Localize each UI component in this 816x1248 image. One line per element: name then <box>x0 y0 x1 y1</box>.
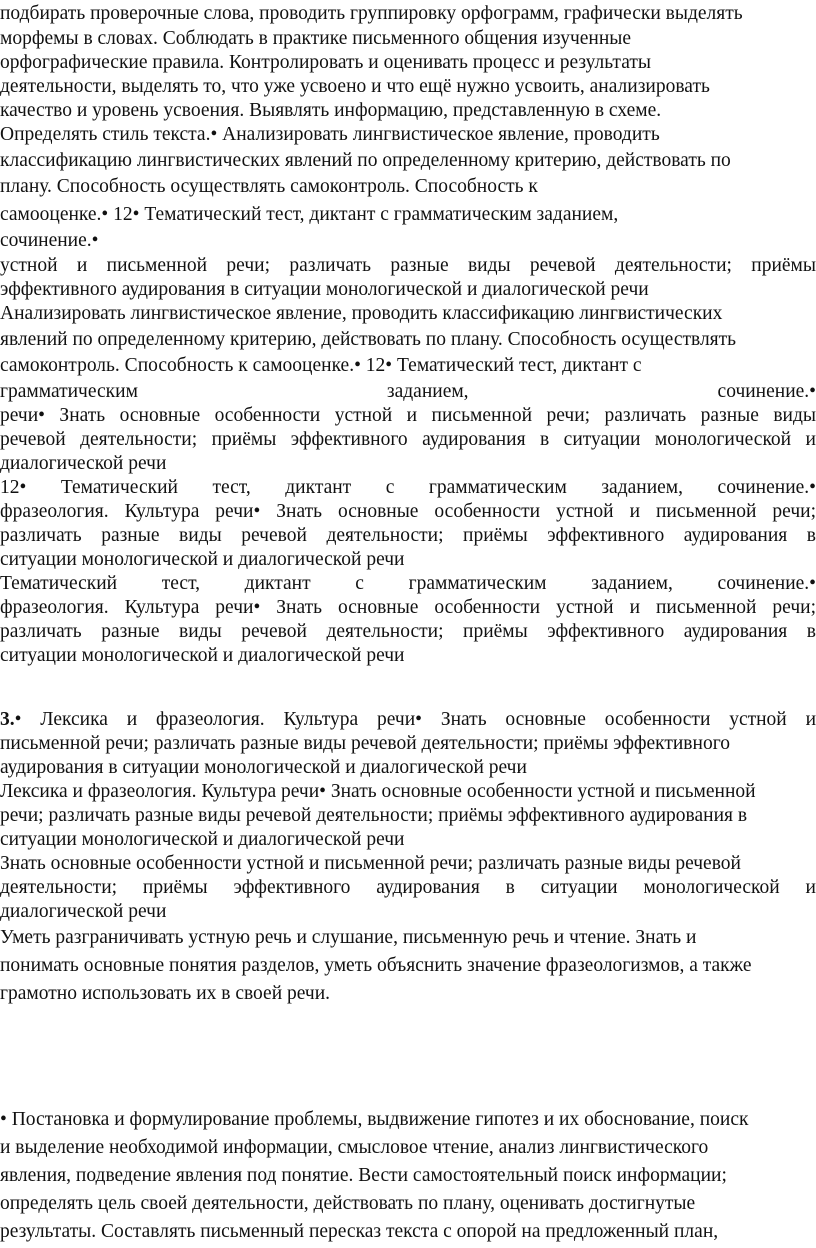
text-line: грамотно использовать их в своей речи. <box>0 983 331 1004</box>
text-line: Лексика и фразеология. Культура речи• Знать основные особенности устной и письменной <box>0 781 756 802</box>
text-line: Тематический тест, диктант с грамматическим заданием, сочинение.• <box>0 573 816 594</box>
text-line: речи; различать разные виды речевой деятельности; приёмы эффективного аудирования в <box>0 805 748 826</box>
text-line: Определять стиль текста.• Анализировать лингвистическое явление, проводить <box>0 124 660 145</box>
text-line: различать разные виды речевой деятельности; приёмы эффективного аудирования в <box>0 621 816 642</box>
text-line: самоконтроль. Способность к самооценке.• 12• Тематический тест, диктант с <box>0 355 642 376</box>
text-line: классификацию лингвистических явлений по определенному критерию, действовать по <box>0 150 731 171</box>
text-line: ситуации монологической и диалогической речи <box>0 549 405 570</box>
text-line: деятельности, выделять то, что уже усвоено и что ещё нужно усвоить, анализировать <box>0 76 710 97</box>
text-line: определять цель своей деятельности, действовать по плану, оценивать достигнутые <box>0 1193 696 1214</box>
text-line: устной и письменной речи; различать разные виды речевой деятельности; приёмы <box>0 255 816 276</box>
section-text: • Лексика и фразеология. Культура речи• Знать основные особенности устной и <box>14 709 816 730</box>
text-line: подбирать проверочные слова, проводить группировку орфограмм, графически выделять <box>0 3 743 24</box>
text-line: Знать основные особенности устной и письменной речи; различать разные виды речевой <box>0 853 741 874</box>
text-line: фразеология. Культура речи• Знать основные особенности устной и письменной речи; <box>0 597 816 618</box>
text-line: фразеология. Культура речи• Знать основные особенности устной и письменной речи; <box>0 501 816 522</box>
text-line: сочинение.• <box>0 230 99 251</box>
text-line: самооценке.• 12• Тематический тест, диктант с грамматическим заданием, <box>0 204 619 225</box>
text-line <box>0 708 816 732</box>
text-line: качество и уровень усвоения. Выявлять информацию, представленную в схеме. <box>0 100 662 121</box>
text-line: плану. Способность осуществлять самоконтроль. Способность к <box>0 176 538 197</box>
text-line: результаты. Составлять письменный пересказ текста с опорой на предложенный план, <box>0 1221 719 1242</box>
text-line: речи• Знать основные особенности устной и письменной речи; различать разные виды <box>0 405 816 426</box>
section-number: 3. <box>0 709 15 730</box>
text-line: эффективного аудирования в ситуации монологической и диалогической речи <box>0 279 649 300</box>
text-line: 12• Тематический тест, диктант с грамматическим заданием, сочинение.• <box>0 477 816 498</box>
text-line: ситуации монологической и диалогической речи <box>0 829 405 850</box>
text-line: грамматическим заданием, сочинение.• <box>0 381 816 402</box>
text-line: диалогической речи <box>0 901 167 922</box>
text-line: речевой деятельности; приёмы эффективного аудирования в ситуации монологической и <box>0 429 816 450</box>
text-line: явлений по определенному критерию, действовать по плану. Способность осуществлять <box>0 329 737 350</box>
text-line: явления, подведение явления под понятие. Вести самостоятельный поиск информации; <box>0 1165 727 1186</box>
text-line: различать разные виды речевой деятельности; приёмы эффективного аудирования в <box>0 525 816 546</box>
text-line: диалогической речи <box>0 453 167 474</box>
text-line: морфемы в словах. Соблюдать в практике письменного общения изученные <box>0 28 632 49</box>
text-line: деятельности; приёмы эффективного аудирования в ситуации монологической и <box>0 877 816 898</box>
text-line: Уметь разграничивать устную речь и слушание, письменную речь и чтение. Знать и <box>0 927 697 948</box>
text-line: Анализировать лингвистическое явление, проводить классификацию лингвистических <box>0 303 723 324</box>
text-line: понимать основные понятия разделов, уметь объяснить значение фразеологизмов, а также <box>0 955 752 976</box>
text-line: аудирования в ситуации монологической и диалогической речи <box>0 757 527 778</box>
text-line: и выделение необходимой информации, смысловое чтение, анализ лингвистического <box>0 1137 709 1158</box>
text-line: письменной речи; различать разные виды речевой деятельности; приёмы эффективного <box>0 733 730 754</box>
text-line: орфографические правила. Контролировать и оценивать процесс и результаты <box>0 52 651 73</box>
text-line: • Постановка и формулирование проблемы, выдвижение гипотез и их обоснование, поиск <box>0 1109 749 1130</box>
text-line: ситуации монологической и диалогической речи <box>0 645 405 666</box>
